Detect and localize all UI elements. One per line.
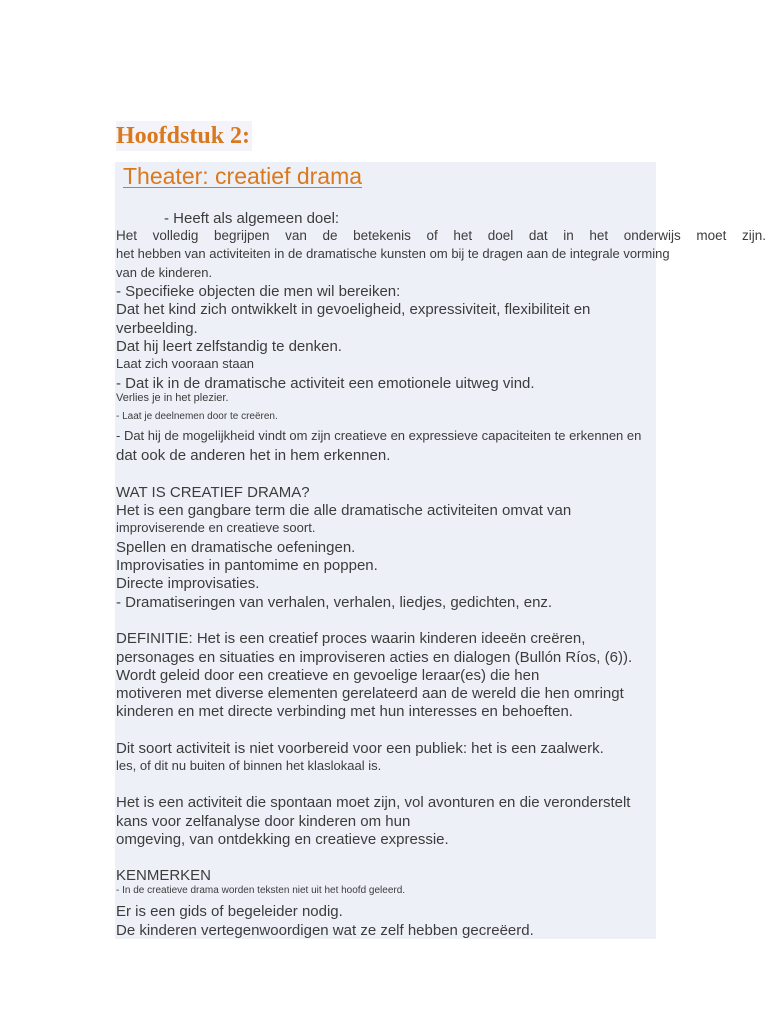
text-line: De kinderen vertegenwoordigen wat ze zelf hebben gecreëerd. (116, 922, 534, 939)
text-line: Improvisaties in pantomime en poppen. (116, 557, 378, 574)
text-line: - Specifieke objecten die men wil bereiken: (116, 283, 401, 300)
section-title: Theater: creatief drama (123, 163, 363, 189)
section-heading: KENMERKEN (116, 867, 212, 884)
text-line: DEFINITIE: Het is een creatief proces waarin kinderen ideeën creëren, (116, 630, 586, 647)
text-line: kans voor zelfanalyse door kinderen om hun (116, 813, 411, 830)
text-line: - In de creatieve drama worden teksten niet uit het hoofd geleerd. (116, 885, 406, 896)
text-line: motiveren met diverse elementen gerelateerd aan de wereld die hen omringt (116, 685, 624, 702)
text-line: Directe improvisaties. (116, 575, 260, 592)
text-line: Het is een gangbare term die alle dramatische activiteiten omvat van (116, 502, 572, 519)
text-line: Het is een activiteit die spontaan moet zijn, vol avonturen en die veronderstelt (116, 794, 631, 811)
section-heading: WAT IS CREATIEF DRAMA? (116, 484, 310, 501)
text-line: dat ook de anderen het in hem erkennen. (116, 447, 391, 464)
text-line: Dat het kind zich ontwikkelt in gevoeligheid, expressiviteit, flexibiliteit en (116, 301, 591, 318)
text-line: Dat hij leert zelfstandig te denken. (116, 338, 342, 355)
text-line: - Dat hij de mogelijkheid vindt om zijn creatieve en expressieve capaciteiten te erkennen en (116, 428, 642, 443)
text-line: - Laat je deelnemen door te creëren. (116, 411, 278, 422)
text-line-justified: Het volledig begrijpen van de betekenis of het doel dat in het onderwijs moet zijn. (116, 228, 766, 243)
text-line: kinderen en met directe verbinding met hun interesses en behoeften. (116, 703, 573, 720)
text-line: - Dramatiseringen van verhalen, verhalen, liedjes, gedichten, enz. (116, 594, 553, 611)
text-line: - Heeft als algemeen doel: (164, 210, 340, 227)
text-line: improviserende en creatieve soort. (116, 520, 316, 535)
text-line: van de kinderen. (116, 265, 213, 280)
chapter-heading: Hoofdstuk 2: (116, 123, 251, 149)
text-line: het hebben van activiteiten in de dramatische kunsten om bij te dragen aan de integrale vorming (116, 246, 670, 261)
text-line: omgeving, van ontdekking en creatieve expressie. (116, 831, 449, 848)
text-line: Wordt geleid door een creatieve en gevoelige leraar(es) die hen (116, 667, 540, 684)
text-line: Laat zich vooraan staan (116, 356, 255, 371)
text-line: personages en situaties en improviseren acties en dialogen (Bullón Ríos, (6)). (116, 649, 633, 666)
text-line: Er is een gids of begeleider nodig. (116, 903, 343, 920)
text-line: les, of dit nu buiten of binnen het klaslokaal is. (116, 758, 382, 773)
text-line: - Dat ik in de dramatische activiteit een emotionele uitweg vind. (116, 375, 535, 392)
text-line: Spellen en dramatische oefeningen. (116, 539, 356, 556)
text-line: verbeelding. (116, 320, 198, 337)
text-line: Verlies je in het plezier. (116, 392, 229, 404)
text-line: Dit soort activiteit is niet voorbereid voor een publiek: het is een zaalwerk. (116, 740, 604, 757)
